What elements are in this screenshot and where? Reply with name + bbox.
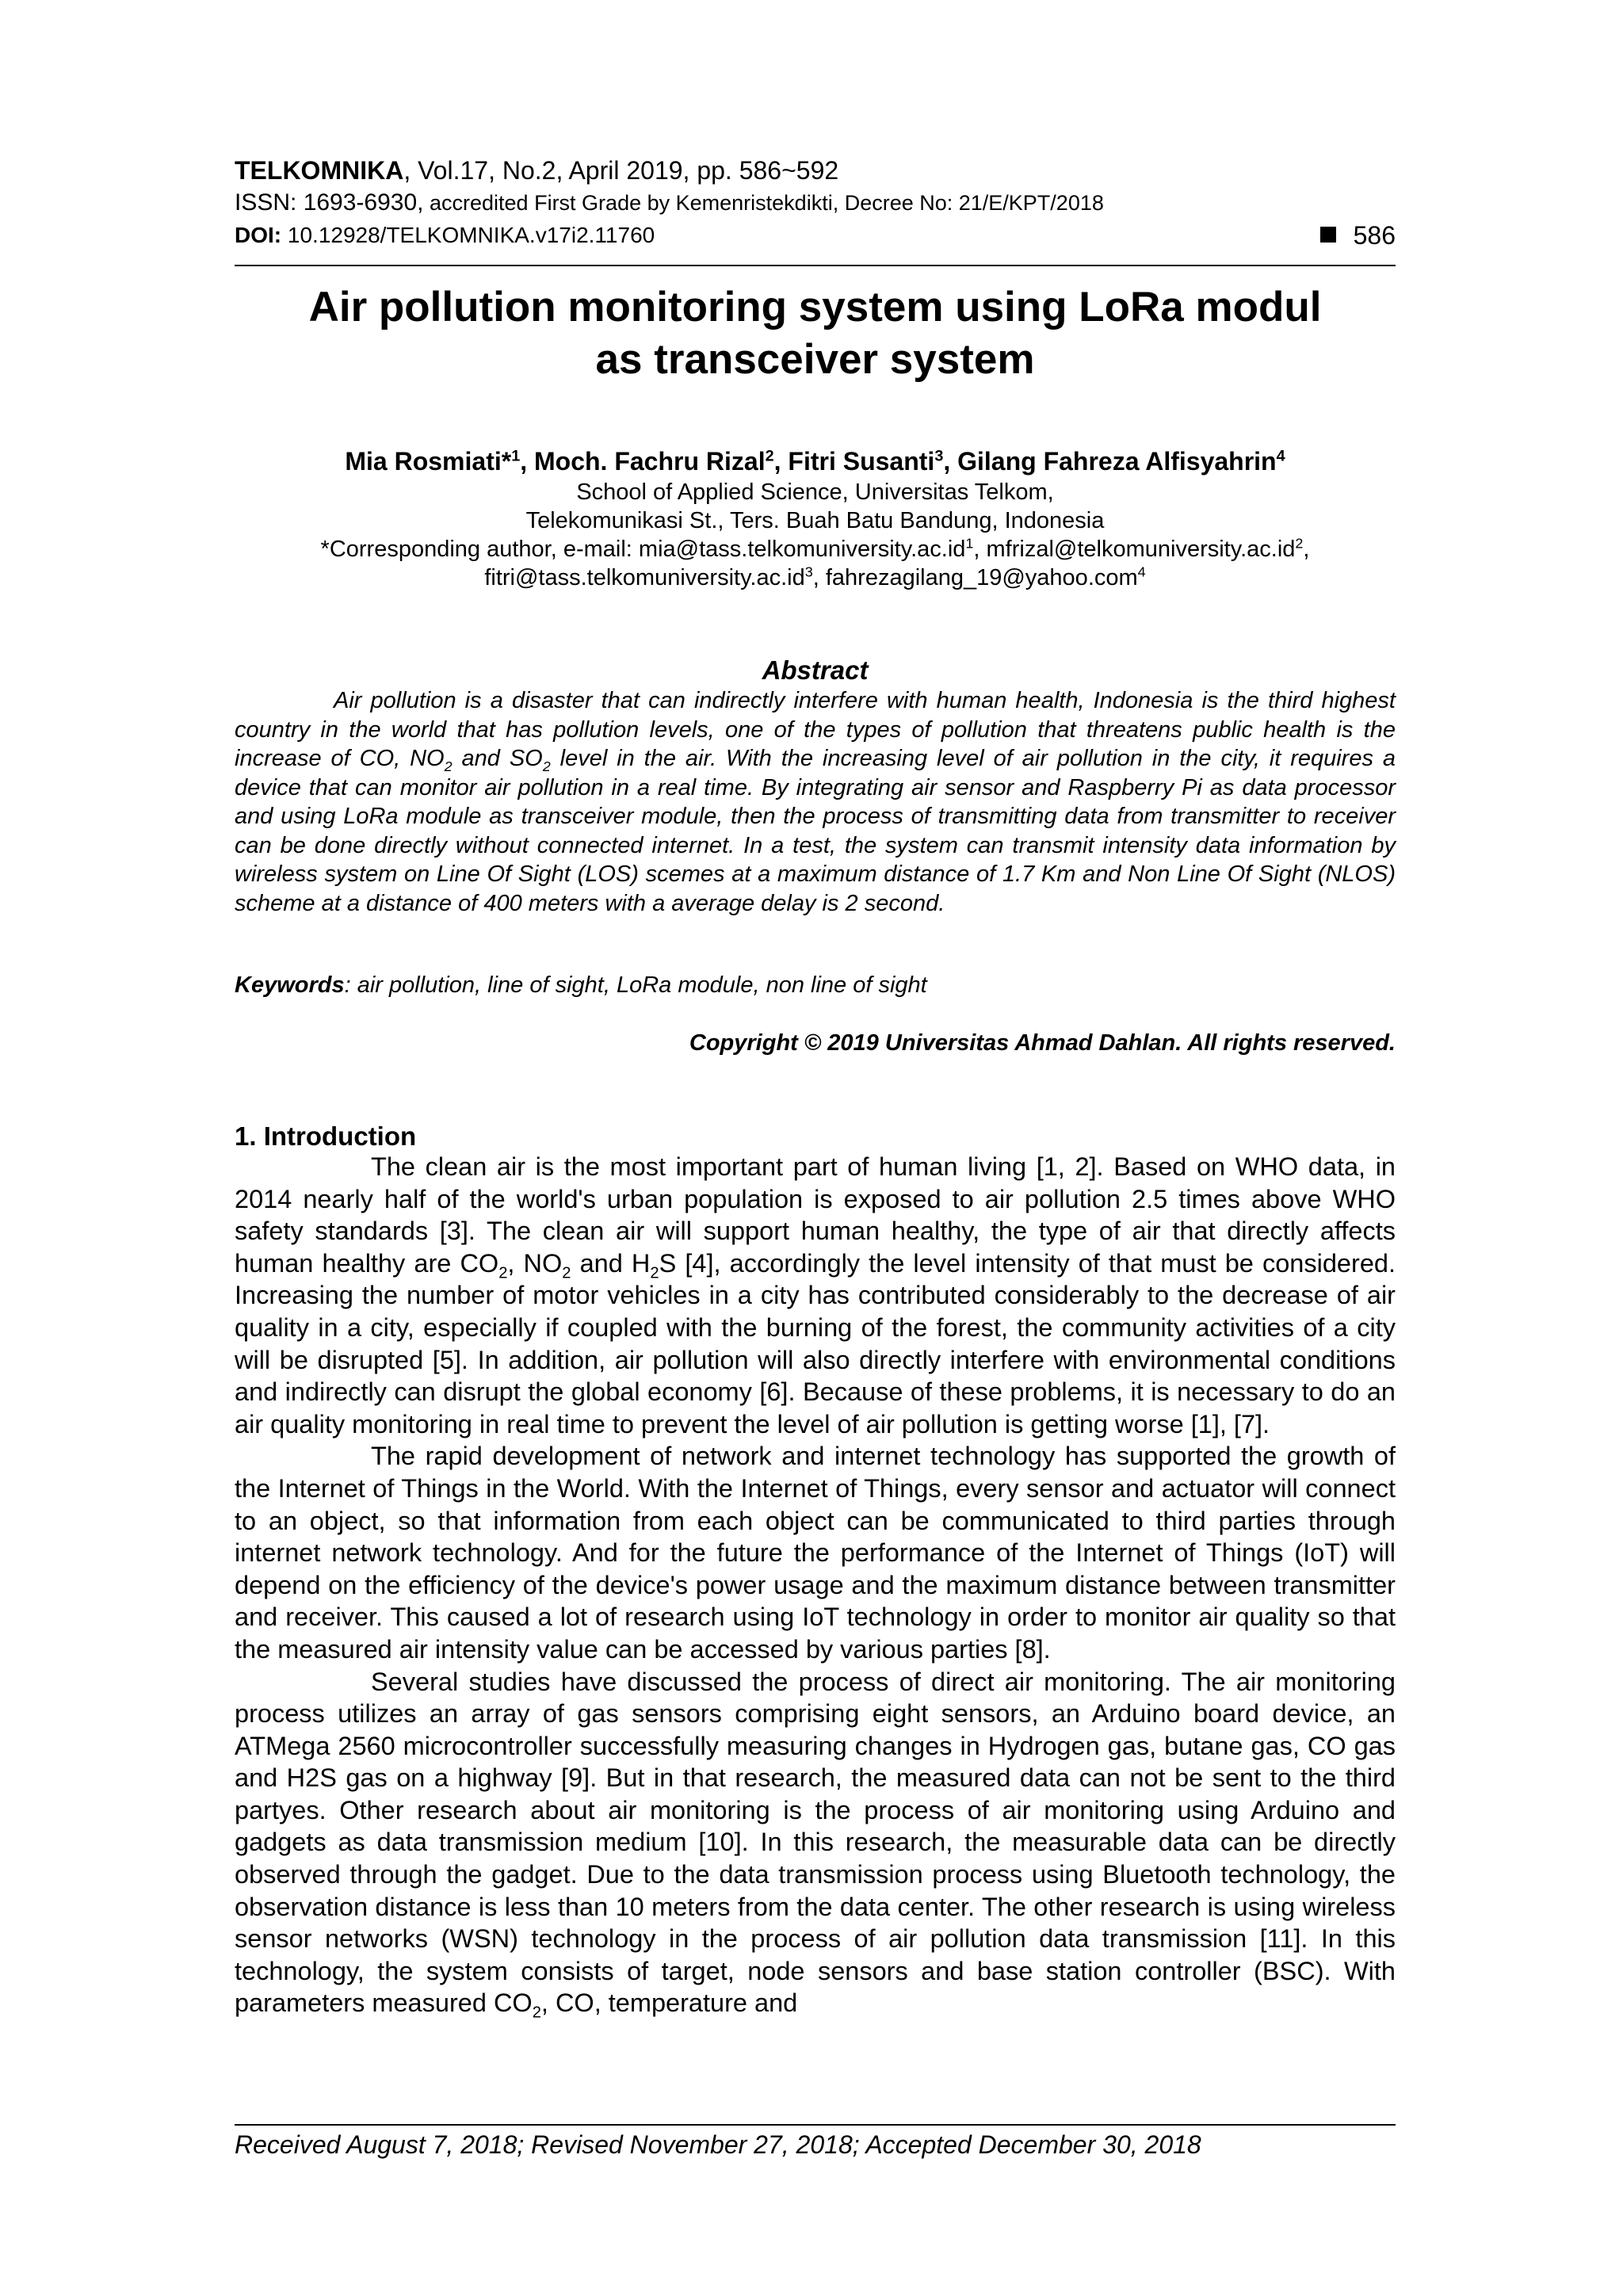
footer-rule [235, 2124, 1396, 2126]
issn: ISSN: 1693-6930, [235, 189, 424, 216]
p1-sub-1: 2 [498, 1264, 508, 1282]
p1-text-4: S [4], accordingly the level intensity of that must be considered. Increasing the number of motor vehicles in a city has contributed considerably to the decrease of air quality in a city, especially if coupled with the burning of the forest, the community activities of a city will be disrupted [5]. In addition, air pollution will also directly interfere with environmental conditions and indirectly can disrupt the global economy [6]. Because of these problems, it is necessary to do an air quality monitoring in real time to prevent the level of air pollution is getting worse [1], [7]. [235, 1248, 1396, 1438]
p1-text-2: , NO [507, 1248, 563, 1278]
p3-sub-1: 2 [532, 2004, 541, 2022]
journal-citation [235, 155, 1396, 186]
received-dates: Received August 7, 2018; Revised November 27, 2018; Accepted December 30, 2018 [235, 2130, 1201, 2159]
p1-sub-2: 2 [562, 1264, 571, 1282]
introduction-body [235, 1151, 1396, 2022]
email-3-sup: 3 [804, 563, 813, 580]
author-2-sup: 2 [765, 447, 774, 465]
email-4[interactable]: , fahrezagilang_19@yahoo.com [812, 565, 1138, 590]
author-list [235, 445, 1396, 477]
abstract-body [235, 686, 1396, 918]
paper-title [235, 281, 1396, 386]
corresponding-email[interactable]: *Corresponding author, e-mail: mia@tass.telkomuniversity.ac.id [320, 537, 966, 562]
author-3: , Fitri Susanti [773, 447, 935, 476]
email-2-sup: 2 [1295, 535, 1304, 552]
abstract-text-1: Air pollution is a disaster that can indirectly interfere with human health, Indonesia is the third highest country in the world that has pollution levels, one of the types of pollution that threatens public health is the increase of CO, NO [235, 688, 1396, 771]
doi-line [235, 221, 1396, 250]
author-4: , Gilang Fahreza Alfisyahrin [943, 447, 1277, 476]
affiliation-line-2: Telekomunikasi St., Ters. Buah Batu Bandung, Indonesia [525, 508, 1105, 533]
keywords-text: : air pollution, line of sight, LoRa module, non line of sight [344, 972, 927, 998]
email-1-sup: 1 [965, 535, 974, 552]
email-3[interactable]: fitri@tass.telkomuniversity.ac.id [484, 565, 805, 590]
title-line-2: as transceiver system [595, 336, 1035, 383]
keywords [235, 971, 1396, 999]
paragraph-2: The rapid development of network and internet technology has supported the growth of the Internet of Things in the World. With the Internet of Things, every sensor and actuator will connect to an object, so that information from each object can be communicated to third parties through internet network technology. And for the future the performance of the Internet of Things (IoT) will depend on the efficiency of the device's power usage and the maximum distance between transmitter and receiver. This caused a lot of research using IoT technology in order to monitor air quality so that the measured air intensity value can be accessed by various parties [8]. [235, 1442, 1396, 1664]
abstract-sub-1: 2 [444, 758, 453, 774]
page-number [1320, 221, 1396, 250]
p3-text-1: Several studies have discussed the process of direct air monitoring. The air monitoring process utilizes an array of gas sensors comprising eight sensors, an Arduino board device, an ATMega 2560 microcontroller successfully measuring changes in Hydrogen gas, butane gas, CO gas and H2S gas on a highway [9]. But in that research, the measured data can not be sent to the third partyes. Other research about air monitoring is the process of air monitoring using Arduino and gadgets as data transmission medium [10]. In this research, the measurable data can be directly observed through the gadget. Due to the data transmission process using Bluetooth technology, the observation distance is less than 10 meters from the data center. The other research is using wireless sensor networks (WSN) technology in the process of air pollution data transmission [11]. In this technology, the system consists of target, node sensors and base station controller (BSC). With parameters measured CO [235, 1667, 1396, 2018]
copyright-notice: Copyright © 2019 Universitas Ahmad Dahlan. All rights reserved. [689, 1030, 1396, 1056]
section-heading: 1. Introduction [235, 1121, 417, 1151]
journal-name: TELKOMNIKA [235, 156, 404, 185]
email-4-sup: 4 [1137, 563, 1146, 580]
p3-text-2: , CO, temperature and [540, 1988, 798, 2018]
paragraph-3 [235, 1666, 1396, 2020]
journal-volume-info: , Vol.17, No.2, April 2019, pp. 586~592 [403, 156, 839, 185]
author-4-sup: 4 [1276, 447, 1285, 465]
affiliation-line-1: School of Applied Science, Universitas Telkom, [576, 479, 1054, 505]
doi-label: DOI: [235, 223, 282, 247]
email-2[interactable]: , mfrizal@telkomuniversity.ac.id [973, 537, 1296, 562]
page-number-value: 586 [1353, 221, 1396, 250]
author-3-sup: 3 [934, 447, 944, 465]
header-rule [235, 265, 1396, 266]
title-line-1: Air pollution monitoring system using LoRa modul [308, 284, 1322, 330]
accreditation: accredited First Grade by Kemenristekdikti, Decree No: 21/E/KPT/2018 [423, 191, 1104, 215]
email-line-1 [235, 535, 1396, 563]
paragraph-1 [235, 1151, 1396, 1440]
abstract-text-2: and SO [452, 746, 543, 771]
p1-text-3: and H [571, 1248, 651, 1278]
square-bullet-icon [1320, 227, 1336, 243]
keywords-label: Keywords [235, 972, 345, 998]
email-separator: , [1303, 537, 1310, 562]
doi-value[interactable]: 10.12928/TELKOMNIKA.v17i2.11760 [281, 223, 655, 247]
abstract-heading: Abstract [762, 655, 869, 685]
abstract-sub-2: 2 [542, 758, 551, 774]
abstract-text-3: level in the air. With the increasing level of air pollution in the city, it requires a device that can monitor air pollution in a real time. By integrating air sensor and Raspberry Pi as data processor and using LoRa module as transceiver module, then the process of transmitting data from transmitter to receiver can be done directly without connected internet. In a test, the system can transmit intensity data information by wireless system on Line Of Sight (LOS) scemes at a maximum distance of 1.7 Km and Non Line Of Sight (NLOS) scheme at a distance of 400 meters with a average delay is 2 second. [235, 746, 1396, 916]
p1-text-1: The clean air is the most important part of human living [1, 2]. Based on WHO data, in 2014 nearly half of the world's urban population is exposed to air pollution 2.5 times above WHO safety standards [3]. The clean air will support human healthy, the type of air that directly affects human healthy are CO [235, 1152, 1396, 1278]
email-line-2 [235, 563, 1396, 592]
issn-line [235, 188, 1396, 218]
author-2: , Moch. Fachru Rizal [520, 447, 766, 476]
author-1-sup: 1 [511, 447, 521, 465]
p1-sub-3: 2 [650, 1264, 659, 1282]
author-1: Mia Rosmiati* [345, 447, 512, 476]
